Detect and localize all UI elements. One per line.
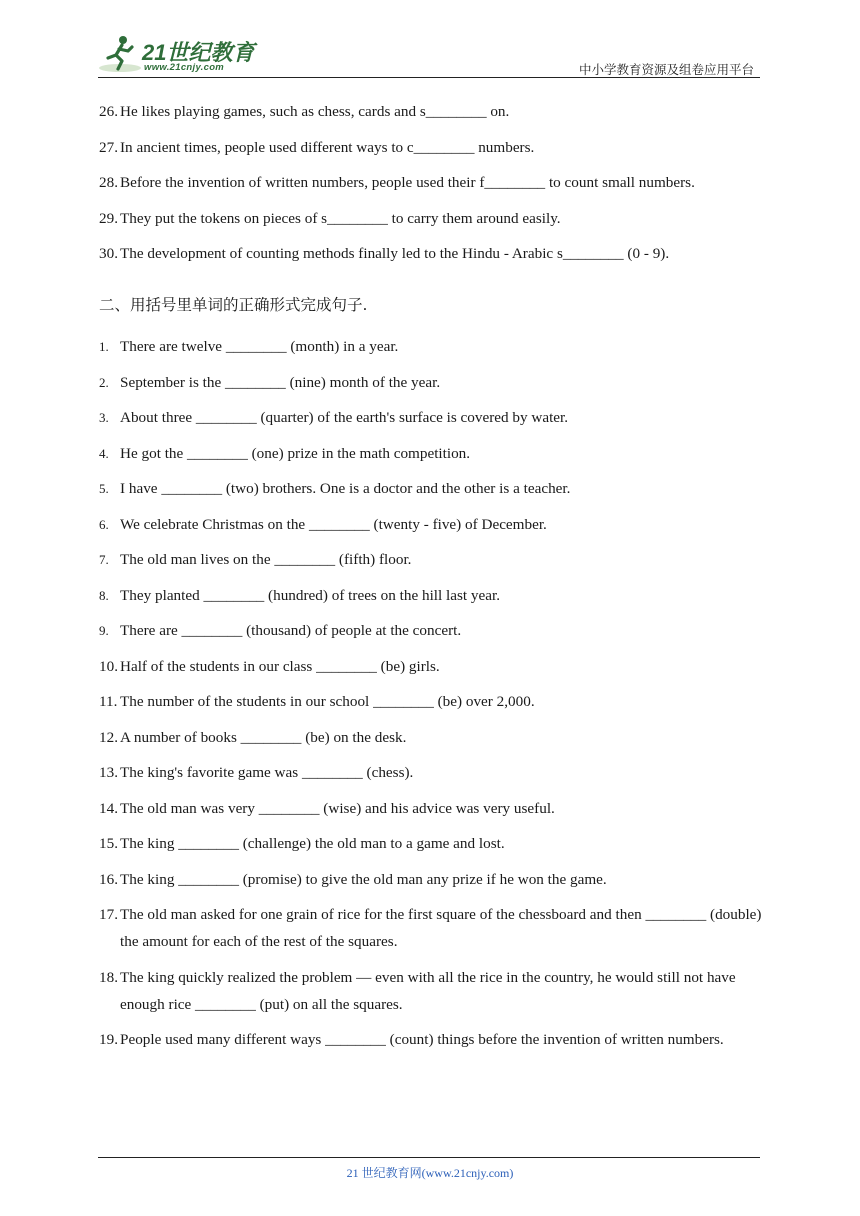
question-number: 7. xyxy=(99,552,109,567)
question-item xyxy=(99,688,763,715)
question-text: I have ________ (two) brothers. One is a doctor and the other is a teacher. xyxy=(120,480,571,497)
question-text: The old man asked for one grain of rice for the first square of the chessboard and then ________ (double) the amount for each of the rest of the squares. xyxy=(120,906,762,950)
question-number: 4. xyxy=(99,445,109,461)
footer-link[interactable]: 21 世纪教育网(www.21cnjy.com) xyxy=(346,1166,514,1180)
question-number: 10. xyxy=(99,657,118,675)
question-number: 27. xyxy=(99,138,118,156)
question-text: In ancient times, people used different ways to c________ numbers. xyxy=(120,138,535,156)
question-text: People used many different ways ________ (count) things before the invention of written numbers. xyxy=(120,1031,724,1048)
question-text: Half of the students in our class ________ (be) girls. xyxy=(120,657,440,675)
question-text: He likes playing games, such as chess, cards and s________ on. xyxy=(120,103,510,120)
worksheet-content xyxy=(99,98,763,1062)
question-item xyxy=(99,98,763,125)
running-figure-icon xyxy=(98,34,142,74)
question-number: 3. xyxy=(99,410,109,425)
header-divider xyxy=(98,77,760,78)
question-item xyxy=(99,1026,763,1053)
section-title: 二、用括号里单词的正确形式完成句子. xyxy=(99,296,368,314)
question-item xyxy=(99,546,763,573)
question-item xyxy=(99,866,763,893)
question-text: A number of books ________ (be) on the desk. xyxy=(120,728,407,746)
question-text: The number of the students in our school ________ (be) over 2,000. xyxy=(120,693,535,710)
question-text: Before the invention of written numbers, people used their f________ to count small numbers. xyxy=(120,174,695,191)
question-item xyxy=(99,134,763,161)
question-text: About three ________ (quarter) of the earth's surface is covered by water. xyxy=(120,409,569,426)
question-item xyxy=(99,617,763,644)
question-item xyxy=(99,582,763,609)
question-text: They planted ________ (hundred) of trees on the hill last year. xyxy=(120,586,501,604)
question-number: 28. xyxy=(99,174,118,191)
question-text: The old man was very ________ (wise) and his advice was very useful. xyxy=(120,799,555,817)
question-number: 8. xyxy=(99,587,109,603)
question-item xyxy=(99,759,763,786)
logo-url: www.21cnjy.com xyxy=(144,62,225,73)
question-number: 11. xyxy=(99,693,118,710)
question-item xyxy=(99,240,763,267)
footer-divider xyxy=(98,1157,760,1158)
question-text: The king ________ (challenge) the old man to a game and lost. xyxy=(120,835,505,852)
question-number: 30. xyxy=(99,245,118,262)
page-header xyxy=(98,30,760,78)
question-item xyxy=(99,511,763,538)
question-number: 13. xyxy=(99,764,118,781)
question-text: There are twelve ________ (month) in a year. xyxy=(120,338,399,355)
part1-list xyxy=(99,98,763,267)
question-item xyxy=(99,653,763,680)
question-text: The king ________ (promise) to give the old man any prize if he won the game. xyxy=(120,870,607,888)
question-text: The old man lives on the ________ (fifth) floor. xyxy=(120,551,412,568)
question-number: 2. xyxy=(99,374,109,390)
question-number: 18. xyxy=(99,968,118,986)
question-item xyxy=(99,369,763,396)
question-item xyxy=(99,724,763,751)
part2-list xyxy=(99,333,763,1053)
logo-text: 21世纪教育 xyxy=(142,40,255,65)
question-number: 14. xyxy=(99,799,118,817)
question-text: September is the ________ (nine) month of the year. xyxy=(120,373,441,391)
question-number: 12. xyxy=(99,728,118,746)
question-item xyxy=(99,404,763,431)
question-text: He got the ________ (one) prize in the math competition. xyxy=(120,444,471,462)
question-number: 26. xyxy=(99,103,118,120)
question-text: They put the tokens on pieces of s________ to carry them around easily. xyxy=(120,209,561,227)
question-number: 16. xyxy=(99,870,118,888)
question-item xyxy=(99,901,763,955)
question-text: The king quickly realized the problem — even with all the rice in the country, he would still not have enough rice ________ (put) on all the squares. xyxy=(120,968,736,1013)
question-number: 15. xyxy=(99,835,118,852)
question-number: 5. xyxy=(99,481,109,496)
question-text: There are ________ (thousand) of people at the concert. xyxy=(120,622,462,639)
header-platform-text: 中小学教育资源及组卷应用平台 xyxy=(578,63,754,77)
question-item xyxy=(99,333,763,360)
question-item xyxy=(99,440,763,467)
question-number: 6. xyxy=(99,516,109,532)
question-number: 9. xyxy=(99,623,109,638)
question-item xyxy=(99,830,763,857)
question-item xyxy=(99,964,763,1018)
question-item xyxy=(99,169,763,196)
site-logo[interactable] xyxy=(98,34,258,78)
question-item xyxy=(99,475,763,502)
question-number: 19. xyxy=(99,1031,118,1048)
question-text: The development of counting methods finally led to the Hindu - Arabic s________ (0 - 9). xyxy=(120,245,670,262)
question-number: 17. xyxy=(99,906,118,923)
question-number: 1. xyxy=(99,339,109,354)
question-item xyxy=(99,205,763,232)
question-item xyxy=(99,795,763,822)
question-text: The king's favorite game was ________ (chess). xyxy=(120,764,414,781)
question-number: 29. xyxy=(99,209,118,227)
question-text: We celebrate Christmas on the ________ (twenty - five) of December. xyxy=(120,515,547,533)
